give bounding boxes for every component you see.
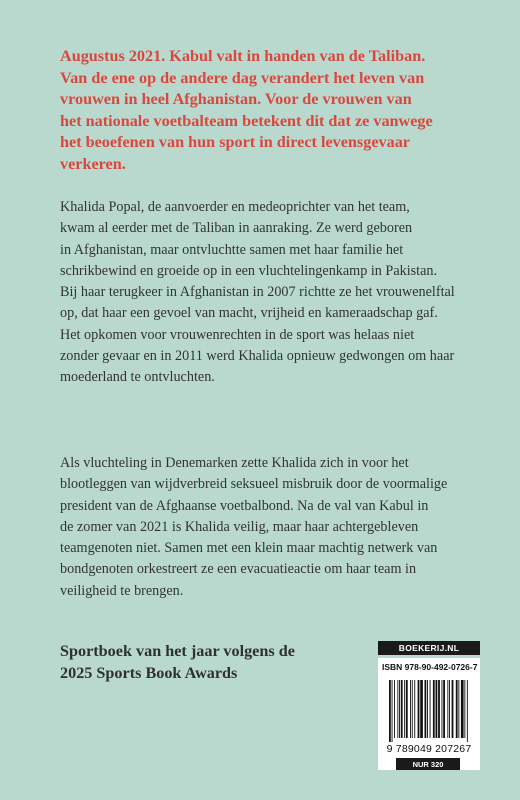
barcode-bar — [430, 680, 431, 738]
barcode-bar — [447, 680, 448, 738]
barcode-bar — [394, 680, 395, 738]
barcode-bar — [418, 680, 420, 738]
paragraph-line: blootleggen van wijdverbreid seksueel misbruik door de voormalige — [60, 476, 448, 493]
paragraph-line: schrikbewind en groeide op in een vluchtelingenkamp in Pakistan. — [60, 262, 438, 279]
nur-code: NUR 320 — [396, 758, 460, 770]
lead-line: verkeren. — [60, 154, 126, 173]
lead-paragraph — [60, 46, 490, 175]
lead-line: het nationale voetbalteam betekent dit dat ze vanwege — [60, 111, 433, 130]
lead-line: vrouwen in heel Afghanistan. Voor de vrouwen van — [60, 90, 412, 108]
paragraph-line: Bij haar terugkeer in Afghanistan in 2007 richtte ze het vrouwenelftal — [60, 284, 455, 301]
paragraph-line: in Afghanistan, maar ontvluchtte samen met haar familie het — [60, 241, 404, 258]
award-tagline — [60, 640, 400, 684]
lead-line: Augustus 2021. Kabul valt in handen van de Taliban. — [60, 47, 426, 65]
tagline-line: 2025 Sports Book Awards — [60, 664, 238, 682]
barcode-digits: 9 789049 207267 — [386, 743, 472, 755]
barcode-bar — [412, 680, 413, 738]
barcode-bar — [404, 680, 405, 738]
barcode-bar — [452, 680, 454, 738]
barcode-bar — [427, 680, 428, 738]
barcode-bar — [461, 680, 464, 738]
barcode-bar — [438, 680, 440, 738]
paragraph-line: teamgenoten niet. Samen met een klein maar machtig netwerk van — [60, 540, 438, 557]
barcode-bar — [392, 680, 393, 742]
paragraph-line: moederland te ontvluchten. — [60, 369, 215, 386]
paragraph-line: Als vluchteling in Denemarken zette Khalida zich in voor het — [60, 455, 409, 471]
barcode-bar — [420, 680, 423, 738]
paragraph-line: op, dat haar een gevoel van macht, vrijheid en kameraadschap gaf. — [60, 305, 438, 322]
paragraph-line: kwam al eerder met de Taliban in aanraking. Ze werd geboren — [60, 220, 413, 237]
paragraph-line: Khalida Popal, de aanvoerder en medeoprichter van het team, — [60, 199, 410, 215]
barcode-bar — [464, 680, 465, 738]
barcode-image — [388, 680, 472, 742]
barcode-bar — [397, 680, 398, 738]
paragraph-line: veiligheid te brengen. — [60, 582, 184, 599]
barcode-bar — [458, 680, 459, 738]
paragraph-line: de zomer van 2021 is Khalida veilig, maar haar achtergebleven — [60, 518, 419, 535]
body-paragraph-1 — [60, 197, 500, 389]
barcode-bar — [442, 680, 443, 738]
barcode-bar — [425, 680, 427, 738]
barcode-bar — [414, 680, 415, 738]
isbn-number: ISBN 978-90-492-0726-7 — [382, 662, 478, 672]
body-paragraph-2 — [60, 453, 500, 602]
barcode-bar — [433, 680, 435, 738]
barcode-bar — [389, 680, 391, 742]
barcode-bar — [401, 680, 403, 738]
lead-line: Van de ene op de andere dag verandert het leven van — [60, 68, 425, 87]
barcode-bar — [456, 680, 458, 738]
barcode-bar — [467, 680, 468, 742]
barcode-bar — [399, 680, 400, 738]
lead-line: het beoefenen van hun sport in direct levensgevaar — [60, 133, 410, 151]
barcode-bar — [449, 680, 450, 738]
paragraph-line: bondgenoten orkestreert ze een evacuatieactie om haar team in — [60, 561, 417, 578]
barcode-bar — [410, 680, 411, 738]
barcode-bar — [406, 680, 408, 738]
paragraph-line: Het opkomen voor vrouwenrechten in de sport was helaas niet — [60, 326, 415, 343]
paragraph-line: zonder gevaar en in 2011 werd Khalida opnieuw gedwongen om haar — [60, 348, 455, 365]
publisher-label: BOEKERIJ.NL — [378, 641, 480, 655]
tagline-line: Sportboek van het jaar volgens de — [60, 642, 295, 660]
barcode-bar — [436, 680, 438, 738]
paragraph-line: president van de Afghaanse voetbalbond. Na de val van Kabul in — [60, 497, 429, 514]
barcode-bar — [443, 680, 445, 738]
